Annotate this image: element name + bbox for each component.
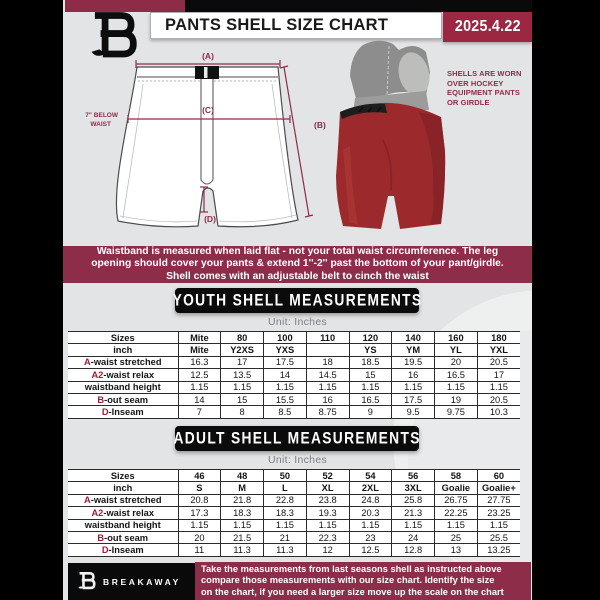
table-row (68, 531, 520, 543)
cell-value: 10.3 (477, 406, 520, 418)
cell-value: 80 (221, 332, 264, 344)
table-row (68, 393, 520, 405)
cell-value: 16 (392, 369, 435, 381)
shell-note (447, 69, 531, 107)
cell-value: 120 (349, 332, 392, 344)
table-row (68, 344, 520, 356)
cell-value: 9.5 (392, 406, 435, 418)
cell-value: 20.5 (477, 356, 520, 368)
cell-value: 27.75 (477, 494, 520, 506)
table-row (68, 507, 520, 519)
table-row (68, 544, 520, 556)
cell-value: 22.25 (435, 507, 478, 519)
cell-value: 1.15 (178, 381, 221, 393)
shell-note-line: EQUIPMENT PANTS (447, 88, 521, 97)
cell-value: 1.15 (435, 519, 478, 531)
cell-value: 25.5 (477, 531, 520, 543)
table-row (68, 332, 520, 344)
label-b: (B) (314, 120, 326, 130)
adult-size-table (68, 469, 520, 557)
cell-value: 13.25 (477, 544, 520, 556)
cell-value: YXL (477, 344, 520, 356)
cell-value: 1.15 (178, 519, 221, 531)
cell-value: 13 (435, 544, 478, 556)
footer-brand-bar (68, 563, 195, 600)
cell-value: 17.5 (392, 393, 435, 405)
notice-line: Shell comes with an adjustable belt to cinch the waist (166, 270, 429, 282)
cell-value: M (221, 482, 264, 494)
cell-value: 1.15 (435, 381, 478, 393)
cell-value: 110 (306, 332, 349, 344)
cell-value: 140 (392, 332, 435, 344)
cell-value: 1.15 (392, 519, 435, 531)
cell-value: 14 (264, 369, 307, 381)
table-row (68, 470, 520, 482)
cell-value: 13.5 (221, 369, 264, 381)
notice-line: Waistband is measured when laid flat - not your total waist circumference. The leg (96, 245, 499, 257)
cell-value: 1.15 (349, 519, 392, 531)
flyer-content (63, 0, 532, 600)
cell-value: 18.3 (264, 507, 307, 519)
cell-value: 14 (178, 393, 221, 405)
cell-value: 2XL (349, 482, 392, 494)
shell-photo (336, 41, 445, 229)
footer-brand-name: BREAKAWAY (103, 576, 181, 587)
cell-value: XL (306, 482, 349, 494)
cell-value: 17.3 (178, 507, 221, 519)
cell-value: 8.75 (306, 406, 349, 418)
measurement-notice-banner (63, 246, 532, 283)
table-row (68, 482, 520, 494)
cell-value: 25.8 (392, 494, 435, 506)
cell-value: 17 (221, 356, 264, 368)
cell-value: 16.5 (349, 393, 392, 405)
footer-instructions-line: compare those measurements with our size chart. Identify the size (201, 575, 495, 586)
youth-section-title: YOUTH SHELL MEASUREMENTS (172, 291, 422, 310)
waist-note-line2: WAIST (90, 121, 111, 128)
cell-value: Goalie (435, 482, 478, 494)
cell-value: 16.5 (435, 369, 478, 381)
row-label: A-waist stretched (68, 494, 178, 506)
youth-section-banner (172, 288, 422, 313)
cell-value: 1.15 (306, 381, 349, 393)
cell-value: Goalie+ (477, 482, 520, 494)
cell-value: L (264, 482, 307, 494)
cell-value: 15.5 (264, 393, 307, 405)
cell-value: 20 (435, 356, 478, 368)
cell-value: 100 (264, 332, 307, 344)
footer-instructions (195, 562, 531, 600)
row-label: waistband height (68, 381, 178, 393)
youth-size-table (68, 331, 520, 419)
cell-value: 18.3 (221, 507, 264, 519)
cell-value: 21.3 (392, 507, 435, 519)
cell-value: 14.5 (306, 369, 349, 381)
row-label: A-waist stretched (68, 356, 178, 368)
row-label: B-out seam (68, 393, 178, 405)
footer-instructions-line: on the chart, if you need a larger size move up the scale on the chart (201, 586, 504, 597)
cell-value: 54 (349, 470, 392, 482)
row-label: inch (68, 344, 178, 356)
cell-value: 1.15 (264, 519, 307, 531)
cell-value: 1.15 (306, 519, 349, 531)
cell-value: 19.3 (306, 507, 349, 519)
cell-value: 20.8 (178, 494, 221, 506)
date-text: 2025.4.22 (454, 18, 521, 35)
page-title-text: PANTS SHELL SIZE CHART (165, 16, 389, 34)
cell-value: Mite (178, 332, 221, 344)
cell-value: 20 (178, 531, 221, 543)
cell-value: 9.75 (435, 406, 478, 418)
cell-value: 160 (435, 332, 478, 344)
label-d: (D) (204, 214, 216, 224)
cell-value: 17 (477, 369, 520, 381)
cell-value: 11.3 (221, 544, 264, 556)
cell-value: Y2XS (221, 344, 264, 356)
cell-value: 12.8 (392, 544, 435, 556)
cell-value: 21 (264, 531, 307, 543)
row-label: A2-waist relax (68, 369, 178, 381)
cell-value: 46 (178, 470, 221, 482)
table-row (68, 406, 520, 418)
cell-value: 18.5 (349, 356, 392, 368)
row-label: B-out seam (68, 531, 178, 543)
cell-value: 48 (221, 470, 264, 482)
cell-value: 56 (392, 470, 435, 482)
cell-value: 1.15 (221, 381, 264, 393)
cell-value: 1.15 (477, 519, 520, 531)
cell-value (306, 344, 349, 356)
cell-value: 24.8 (349, 494, 392, 506)
cell-value: 23.25 (477, 507, 520, 519)
row-label: Sizes (68, 470, 178, 482)
cell-value: 26.75 (435, 494, 478, 506)
cell-value: 12.5 (349, 544, 392, 556)
cell-value: 18 (306, 356, 349, 368)
shell-note-line: OVER HOCKEY (447, 78, 504, 88)
cell-value: 60 (477, 470, 520, 482)
adult-section-title: ADULT SHELL MEASUREMENTS (173, 429, 421, 448)
row-label: D-Inseam (68, 406, 178, 418)
label-c: (C) (202, 105, 214, 115)
table-row (68, 494, 520, 506)
table-row (68, 369, 520, 381)
cell-value: 20.5 (477, 393, 520, 405)
cell-value: S (178, 482, 221, 494)
shell-note-line: OR GIRDLE (447, 97, 490, 107)
cell-value: 52 (306, 470, 349, 482)
row-label: inch (68, 482, 178, 494)
notice-line: opening should cover your pants & extend 1''-2'' past the bottom of your pant/girdle. (91, 258, 504, 270)
cell-value: YXS (264, 344, 307, 356)
cell-value: 1.15 (392, 381, 435, 393)
row-label: A2-waist relax (68, 507, 178, 519)
cell-value: YS (349, 344, 392, 356)
footer-instructions-line: Take the measurements from last seasons shell as instructed above (201, 563, 502, 574)
row-label: Sizes (68, 332, 178, 344)
cell-value: 1.15 (264, 381, 307, 393)
youth-unit-label: Unit: Inches (267, 316, 328, 328)
cell-value: YL (435, 344, 478, 356)
cell-value: 20.3 (349, 507, 392, 519)
cell-value: 11 (178, 544, 221, 556)
table-row (68, 356, 520, 368)
cell-value: 16.3 (178, 356, 221, 368)
cell-value: 22.8 (264, 494, 307, 506)
cell-value: 8.5 (264, 406, 307, 418)
cell-value: 21.5 (221, 531, 264, 543)
cell-value: Mite (178, 344, 221, 356)
cell-value: 1.15 (349, 381, 392, 393)
cell-value: 3XL (392, 482, 435, 494)
cell-value: 22.3 (306, 531, 349, 543)
row-label: waistband height (68, 519, 178, 531)
cell-value: 7 (178, 406, 221, 418)
table-row (68, 381, 520, 393)
cell-value: 50 (264, 470, 307, 482)
cell-value: YM (392, 344, 435, 356)
row-label: D-Inseam (68, 544, 178, 556)
table-row (68, 519, 520, 531)
cell-value: 15 (221, 393, 264, 405)
waist-note-line1: 7" BELOW (85, 112, 118, 119)
cell-value: 25 (435, 531, 478, 543)
label-a: (A) (202, 51, 214, 61)
cell-value: 19.5 (392, 356, 435, 368)
adult-unit-label: Unit: Inches (267, 454, 328, 466)
cell-value: 23.8 (306, 494, 349, 506)
cell-value: 16 (306, 393, 349, 405)
cell-value: 180 (477, 332, 520, 344)
cell-value: 15 (349, 369, 392, 381)
breakaway-logo-small-icon (77, 571, 96, 592)
cell-value: 12.5 (178, 369, 221, 381)
adult-section-banner (175, 426, 419, 451)
cell-value: 11.3 (264, 544, 307, 556)
shell-note-line: SHELLS ARE WORN (447, 69, 522, 78)
cell-value: 19 (435, 393, 478, 405)
cell-value: 21.8 (221, 494, 264, 506)
cell-value: 17.5 (264, 356, 307, 368)
cell-value: 24 (392, 531, 435, 543)
pants-measurement-diagram (63, 0, 532, 240)
cell-value: 58 (435, 470, 478, 482)
cell-value: 1.15 (221, 519, 264, 531)
cell-value: 9 (349, 406, 392, 418)
cell-value: 23 (349, 531, 392, 543)
cell-value: 1.15 (477, 381, 520, 393)
cell-value: 8 (221, 406, 264, 418)
cell-value: 12 (306, 544, 349, 556)
